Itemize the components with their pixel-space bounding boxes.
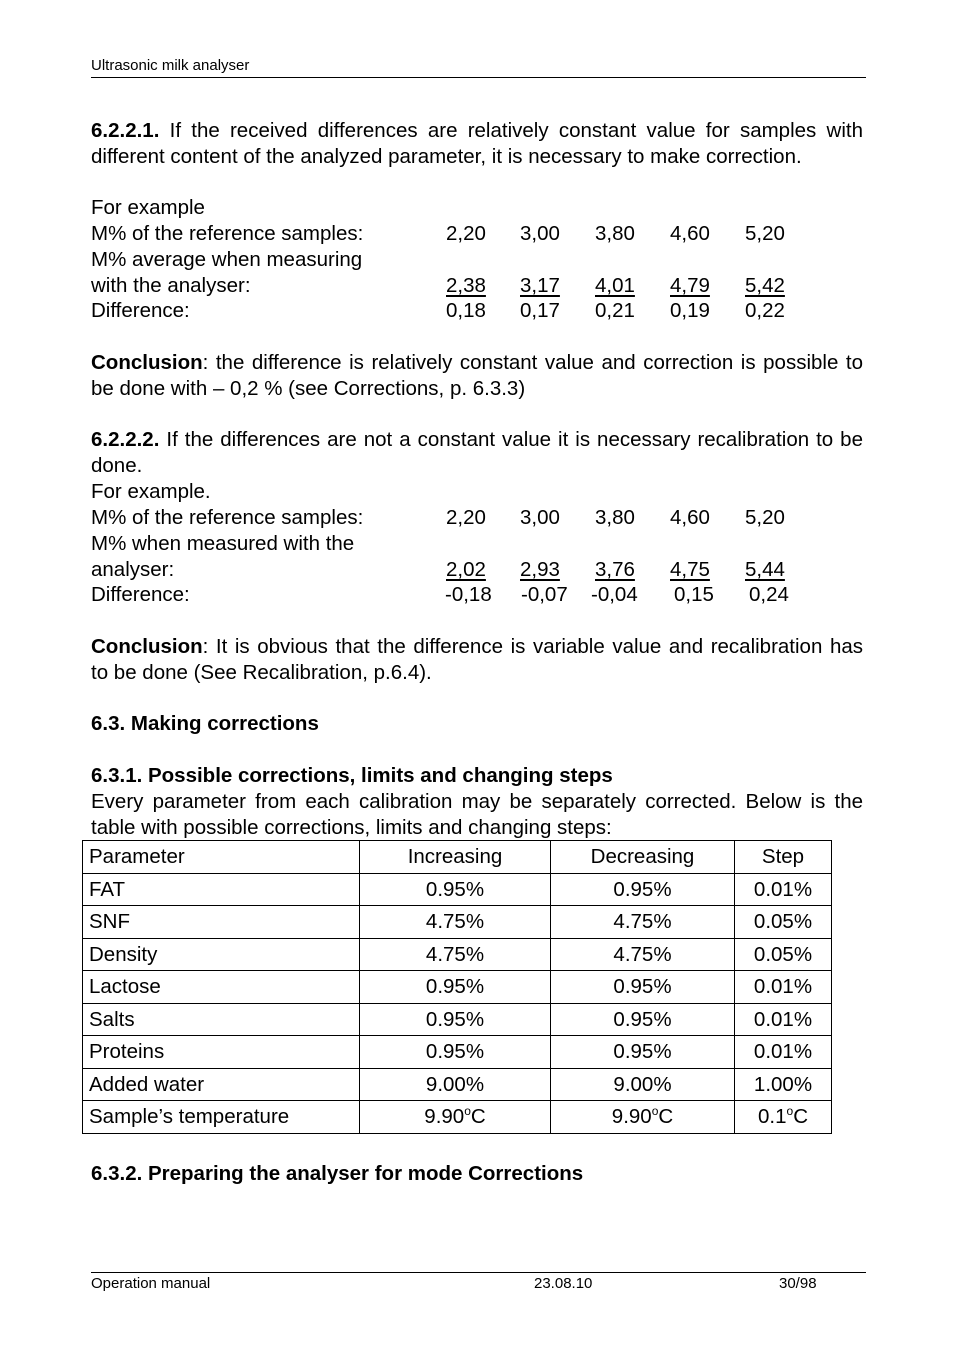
conclusion-6222 [91, 634, 863, 686]
paragraph-6221 [91, 118, 863, 170]
value-cell: 0,24 [749, 583, 789, 606]
paragraph-6222 [91, 427, 863, 479]
table-row [83, 873, 832, 906]
table-cell: 0.95% [551, 1003, 735, 1036]
value-cell: 0,17 [520, 299, 560, 322]
heading-6-3-1: 6.3.1. Possible corrections, limits and changing steps [91, 764, 613, 787]
difference-row [91, 298, 851, 324]
paragraph-text: If the differences are not a constant value it is necessary recalibration to be done. [91, 428, 863, 477]
value-cell: 2,20 [446, 506, 486, 529]
value-cell: 4,60 [670, 222, 710, 245]
degree-sign: o [651, 1104, 659, 1119]
conclusion-text: : the difference is relatively constant value and correction is possible to be done with – 0,2 % (see Corrections, p. 6.3.3) [91, 351, 863, 400]
table-cell: 4.75% [551, 938, 735, 971]
header-cell: Increasing [360, 841, 551, 874]
measured-row [91, 557, 851, 583]
table-row [83, 906, 832, 939]
table-cell: 0.95% [551, 873, 735, 906]
table-cell: 0.01% [735, 873, 832, 906]
table-cell: 0.01% [735, 971, 832, 1004]
value-cell: 3,80 [595, 506, 635, 529]
table-cell: 9.00% [360, 1068, 551, 1101]
table-cell [735, 1101, 832, 1134]
table-cell: 4.75% [551, 906, 735, 939]
table-row [83, 1068, 832, 1101]
table-cell: Sample’s temperature [83, 1101, 360, 1134]
value-cell: -0,07 [521, 583, 568, 606]
value-cell: -0,18 [445, 583, 492, 606]
value-cell: 0,18 [446, 299, 486, 322]
table-cell: 0.95% [360, 873, 551, 906]
table-cell: 0.95% [551, 971, 735, 1004]
value-cell: 4,75 [670, 558, 710, 581]
row-label: M% of the reference samples: [91, 222, 364, 245]
value-cell: 3,00 [520, 506, 560, 529]
section-number: 6.2.2.1. [91, 119, 160, 142]
row-label: with the analyser: [91, 274, 251, 297]
degree-sign: o [464, 1104, 471, 1119]
example-label: For example [91, 196, 205, 219]
measured-row [91, 273, 851, 299]
conclusion-text: : It is obvious that the difference is variable value and recalibration has to be done (See Recalibration, p.6.4). [91, 635, 863, 684]
table-cell: 4.75% [360, 906, 551, 939]
value-cell: 0,15 [674, 583, 714, 606]
degree-sign: o [786, 1104, 794, 1119]
table-cell: 0.01% [735, 1003, 832, 1036]
temperature-value: 0.1 [758, 1105, 787, 1129]
table-cell: 0.95% [360, 1036, 551, 1069]
value-cell: 4,60 [670, 506, 710, 529]
conclusion-6221 [91, 350, 863, 402]
unit: C [658, 1105, 674, 1129]
measured-label-line1: M% when measured with the [91, 532, 355, 555]
conclusion-label: Conclusion [91, 351, 203, 374]
footer-left: Operation manual [91, 1275, 211, 1292]
table-cell: 1.00% [735, 1068, 832, 1101]
running-header: Ultrasonic milk analyser [91, 57, 250, 74]
row-label: Difference: [91, 299, 190, 322]
table-cell: 9.00% [551, 1068, 735, 1101]
difference-row [91, 582, 851, 608]
table-row [83, 1036, 832, 1069]
example-label: For example. [91, 480, 211, 503]
value-cell: 2,38 [446, 274, 486, 297]
table-header-row [83, 841, 832, 874]
table-cell: 0.95% [551, 1036, 735, 1069]
reference-row [91, 505, 851, 531]
table-cell: Salts [83, 1003, 360, 1036]
table-row [83, 971, 832, 1004]
table-cell: 0.05% [735, 906, 832, 939]
value-cell: 4,79 [670, 274, 710, 297]
footer-date: 23.08.10 [534, 1275, 593, 1292]
header-cell: Step [735, 841, 832, 874]
row-label: M% of the reference samples: [91, 506, 364, 529]
row-label: Difference: [91, 583, 190, 606]
value-cell: 0,22 [745, 299, 785, 322]
value-cell: 5,20 [745, 506, 785, 529]
table-row [83, 938, 832, 971]
table-cell: Proteins [83, 1036, 360, 1069]
paragraph-631: Every parameter from each calibration may be separately corrected. Below is the table with possible corrections, limits and changing steps: [91, 790, 863, 839]
heading-6-3-2: 6.3.2. Preparing the analyser for mode Corrections [91, 1162, 584, 1185]
table-cell: SNF [83, 906, 360, 939]
table-cell: 0.05% [735, 938, 832, 971]
value-cell: 3,17 [520, 274, 560, 297]
table-cell: 0.01% [735, 1036, 832, 1069]
header-rule [91, 77, 866, 78]
header-cell: Parameter [83, 841, 360, 874]
table-cell: 0.95% [360, 971, 551, 1004]
heading-6-3: 6.3. Making corrections [91, 712, 319, 735]
value-cell: -0,04 [591, 583, 638, 606]
table-cell [360, 1101, 551, 1134]
value-cell: 3,80 [595, 222, 635, 245]
section-number: 6.2.2.2. [91, 428, 160, 451]
value-cell: 2,20 [446, 222, 486, 245]
value-cell: 5,44 [745, 558, 785, 581]
table-cell: 4.75% [360, 938, 551, 971]
value-cell: 5,20 [745, 222, 785, 245]
table-cell: Lactose [83, 971, 360, 1004]
paragraph-text: If the received differences are relatively constant value for samples with different content of the analyzed parameter, it is necessary to make correction. [91, 119, 863, 168]
reference-row [91, 221, 851, 247]
table-row [83, 1003, 832, 1036]
table-cell: Density [83, 938, 360, 971]
temperature-value: 9.90 [611, 1105, 652, 1129]
page-number: 30/98 [779, 1275, 817, 1292]
conclusion-label: Conclusion [91, 635, 203, 658]
table-cell: FAT [83, 873, 360, 906]
value-cell: 0,19 [670, 299, 710, 322]
value-cell: 2,93 [520, 558, 560, 581]
value-cell: 3,00 [520, 222, 560, 245]
table-row [83, 1101, 832, 1134]
unit: C [470, 1105, 486, 1129]
corrections-table [82, 840, 832, 1134]
unit: C [793, 1105, 808, 1129]
temperature-value: 9.90 [424, 1105, 465, 1129]
table-cell: 0.95% [360, 1003, 551, 1036]
table-cell: Added water [83, 1068, 360, 1101]
value-cell: 4,01 [595, 274, 635, 297]
header-cell: Decreasing [551, 841, 735, 874]
value-cell: 2,02 [446, 558, 486, 581]
footer-rule [91, 1272, 866, 1273]
measured-label-line1: M% average when measuring [91, 248, 363, 271]
row-label: analyser: [91, 558, 175, 581]
value-cell: 5,42 [745, 274, 785, 297]
value-cell: 3,76 [595, 558, 635, 581]
table-cell [551, 1101, 735, 1134]
value-cell: 0,21 [595, 299, 635, 322]
